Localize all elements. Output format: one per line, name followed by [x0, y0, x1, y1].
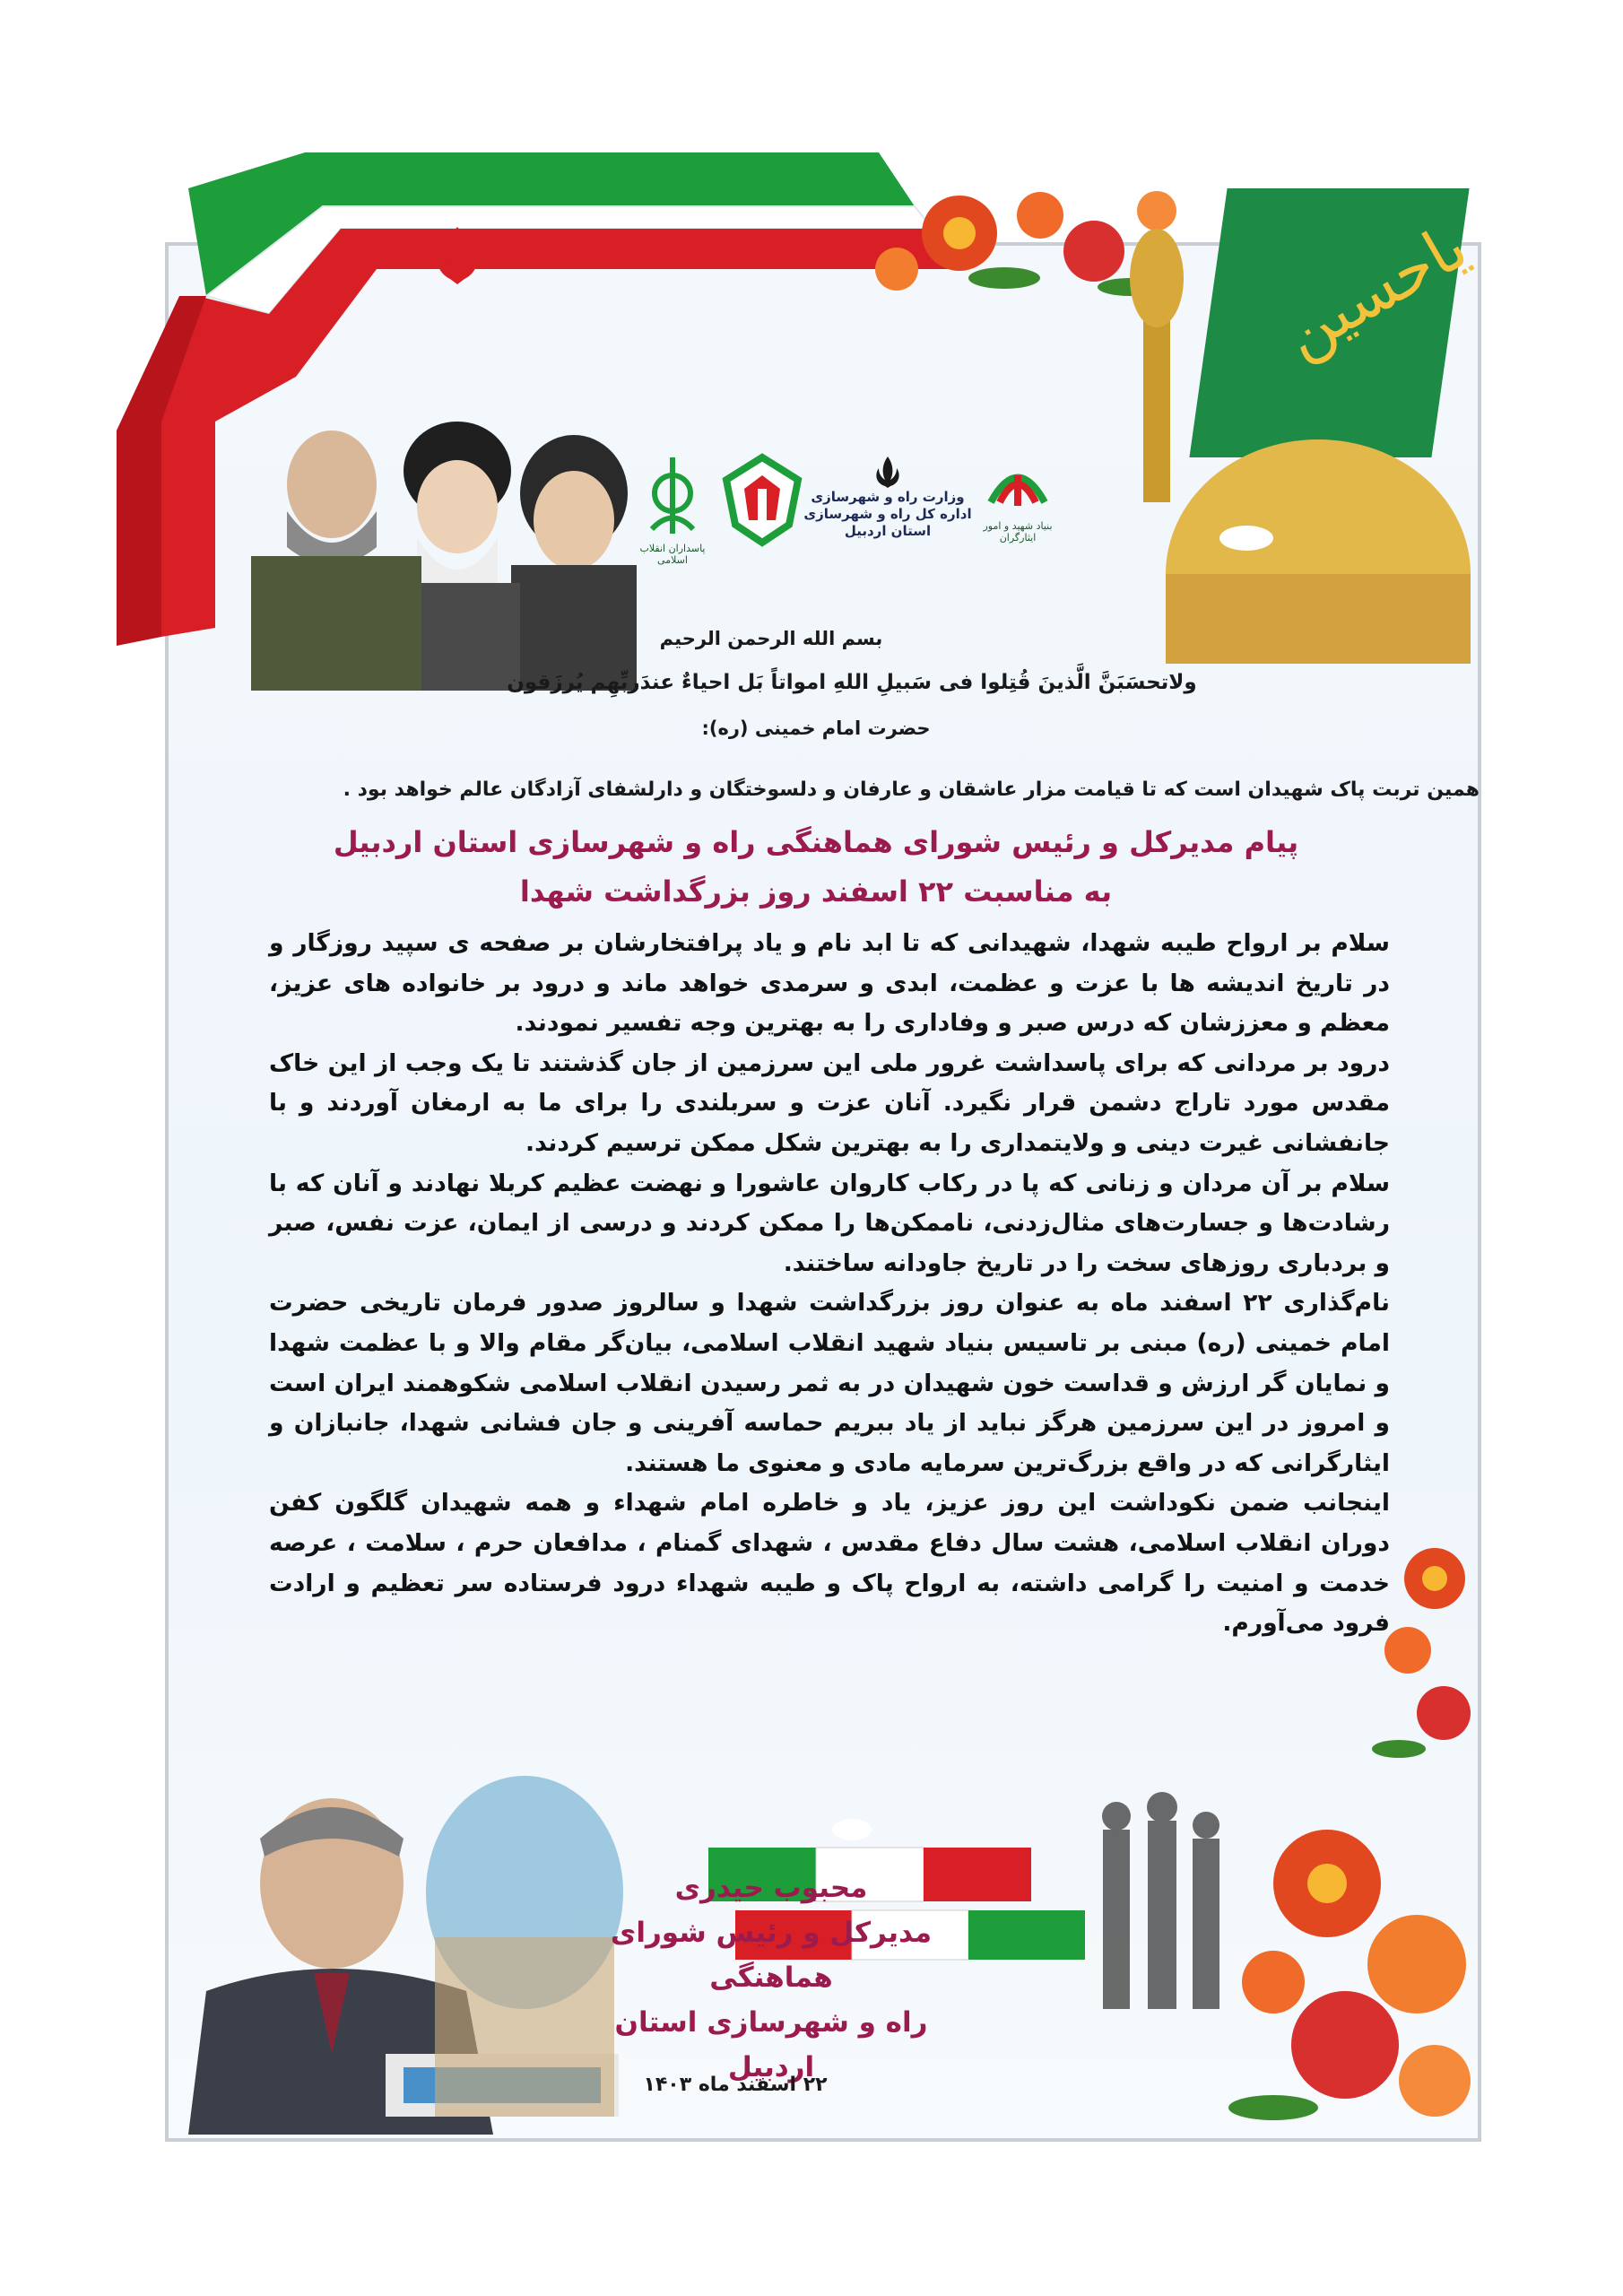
- ministry-emblem-icon: [870, 453, 906, 489]
- khomeini-quote: همین تربت پاک شهیدان است که تا قیامت مزار عاشقان و عارفان و دلسوختگان و دارلشفای آزادگان عالم خواهد بود .: [343, 778, 1480, 801]
- message-title: پیام مدیرکل و رئیس شورای هماهنگی راه و شهرسازی استان اردبیل: [333, 825, 1299, 859]
- ministry-logo: [798, 453, 977, 540]
- message-date: ۲۲ اسفند ماه ۱۴۰۳: [643, 2074, 828, 2096]
- body-paragraph: نام‌گذاری ۲۲ اسفند ماه به عنوان روز بزرگداشت شهدا و سالروز صدور فرمان تاریخی حضرت امام خمینی (ره) مبنی بر تاسیس بنیاد شهید انقلاب اسلامی، بیان‌گر مقام والا و با عظمت شهدا و نمایان گر ارزش و قداست خون شهیدان در به ثمر رسیدن انقلاب اسلامی شکوهمند ایران است و امروز در این سرزمین هرگز نباید از یاد ببریم حماسه آفرینی و جان فشانی شهدا، جانبازان و ایثارگرانی که در واقع بزرگ‌ترین سرمایه مادی و معنوی ما هستند.: [269, 1289, 1390, 1477]
- flowers-side-icon: [1363, 1525, 1480, 1794]
- martyr-foundation-label: بنیاد شهید و امور ایثارگران: [983, 520, 1053, 544]
- martyr-foundation-logo: [968, 448, 1067, 544]
- ministry-line1: وزارت راه و شهرسازی: [811, 489, 965, 505]
- signature-block: [583, 1866, 959, 2090]
- ministry-line2: اداره کل راه و شهرسازی: [803, 506, 972, 522]
- road-logo: [717, 453, 807, 552]
- body-paragraph: سلام بر آن مردان و زنانی که پا در رکاب کاروان عاشورا و نهضت عظیم کربلا نهادند و آنان که با رشادت‌ها و جسارت‌های مثال‌زدنی، ناممکن‌ها را ممکن کردند و درسی از ایمان، عزت نفس، صبر و بردباری روزهای سخت را در تاریخ جاودانه ساختند.: [269, 1169, 1390, 1277]
- irgc-emblem-icon: [641, 453, 704, 543]
- signer-name: محبوب حیدری: [674, 1872, 868, 1904]
- ministry-line3: استان اردبیل: [844, 523, 932, 539]
- shrine-dome-image: [1094, 179, 1480, 664]
- signer-role-line1: مدیرکل و رئیس شورای هماهنگی: [610, 1917, 933, 1994]
- martyr-foundation-icon: [982, 448, 1054, 520]
- bismillah: بسم الله الرحمن الرحیم: [659, 628, 883, 649]
- quran-verse: ولاتحسَبَنَّ الَّذینَ قُتِلوا فی سَبیلِ اللهِ امواتاً بَل احیاءٌ عندَربِّهِم یُرزَقون: [507, 671, 1197, 694]
- signer-role-line2: راه و شهرسازی استان اردبیل: [614, 2006, 928, 2083]
- svg-text:یاحسین: یاحسین: [1271, 209, 1480, 372]
- body-paragraph: سلام بر ارواح طیبه شهدا، شهیدانی که تا ابد نام و یاد پرافتخارشان بر صفحه ی سپید روزگار و در تاریخ اندیشه ها با عزت و عظمت، ابدی و سرمدی خواهد ماند و درود بر خانواده های عزیز، معظم و معززشان که درس صبر و وفاداری را به بهترین وجه تفسیر نمودند.: [269, 929, 1390, 1038]
- message-subtitle: به مناسبت ۲۲ اسفند روز بزرگداشت شهدا: [519, 874, 1113, 909]
- flowers-bottom-icon: [1219, 1776, 1488, 2144]
- body-paragraph: درود بر مردانی که برای پاسداشت غرور ملی این سرزمین از جان گذشتند تا یک وجب از این خاک مقدس مورد تاراج دشمن قرار نگیرد. آنان عزت و سربلندی را برای ما به ارمغان آوردند و با جانفشانی غیرت دینی و ولایتمداری را به بهترین شکل ممکن ترسیم کردند.: [269, 1048, 1390, 1157]
- quote-attribution: حضرت امام خمینی (ره):: [701, 718, 931, 739]
- iran-emblem-icon: [421, 220, 493, 291]
- body-paragraph: اینجانب ضمن نکوداشت این روز عزیز، یاد و خاطره امام شهداء و همه شهیدان گلگون کفن دوران انقلاب اسلامی، هشت سال دفاع مقدس ، شهدای گمنام ، مدافعان حرم ، سلامت ، عرصه خدمت و امنیت را گرامی داشته، به ارواح پاک و طیبه شهداء درود فرستاده سر تعظیم و ارادت فرود می‌آورم.: [269, 1489, 1390, 1638]
- irgc-label: پاسداران انقلاب اسلامی: [639, 543, 706, 566]
- road-logo-icon: [722, 453, 803, 552]
- irgc-logo: [628, 453, 717, 566]
- message-body: [269, 924, 1390, 1644]
